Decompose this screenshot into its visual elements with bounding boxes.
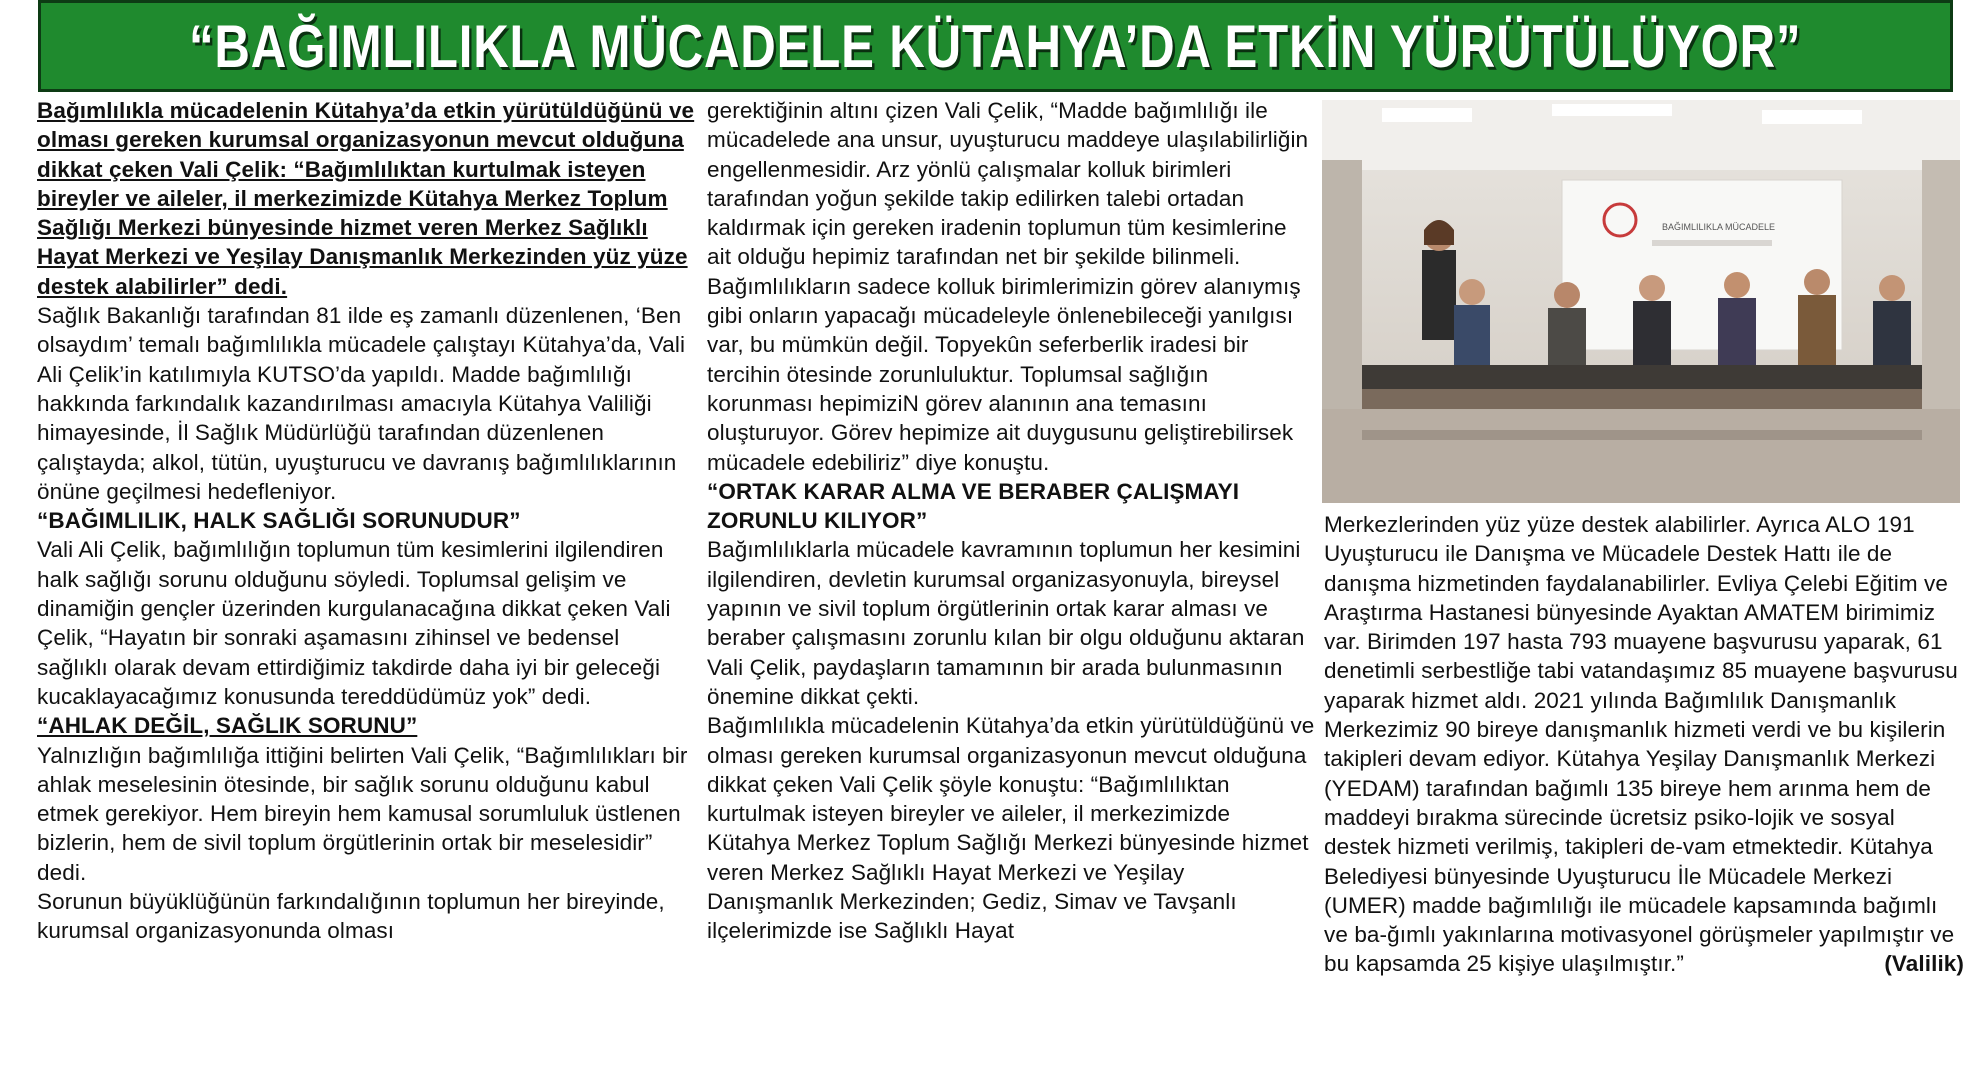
paragraph: gerektiğinin altını çizen Vali Çelik, “Madde bağımlılığı ile mücadelede ana unsur, uyuşturucu maddeye ulaşılabilirliğin engellenmesidir. Arz yönlü çalışmalar kolluk birimleri tarafından yoğun şekilde takip edilirken talebi ortadan kaldırmak için gereken iradenin toplumun tüm kesimlerine ait olduğu hepimiz tarafından net bir şekilde bilinmeli. Bağımlılıkların sadece kolluk birimlerimizin görev alanıymış gibi onların yapacağı mücadeleyle önlenebileceği yanılgısı var, bu mümkün değil. Topyekûn seferberlik iradesi bir tercihin ötesinde zorunluluktur. Toplumsal sağlığın korunması hepimiziN görev alanının ana temasını oluşturuyor. Görev hepimize ait duygusunu geliştirebilirsek mücadele edebiliriz” diye konuştu. [707,98,1309,475]
subheading: “BAĞIMLILIK, HALK SAĞLIĞI SORUNUDUR” [37,508,521,534]
paragraph: Yalnızlığın bağımlılığa ittiğini belirten Vali Çelik, “Bağımlılıkları bir ahlak meselesinin ötesinde, bir sağlık sorunu olduğunu kabul etmek gerekiyor. Hem bireyin hem kamusal sorumluluk üstlenen bizlerin, hem de sivil toplum örgütlerinin ortak bir meselesidir” dedi. [37,742,688,885]
backdrop-text: BAĞIMLILIKLA MÜCADELE [1662,222,1776,232]
article-column-2 [707,96,1315,946]
headline-banner [38,0,1953,92]
subheading: “AHLAK DEĞİL, SAĞLIK SORUNU” [37,713,418,739]
paragraph: Bağımlılıklarla mücadele kavramının toplumun her kesimini ilgilendiren, devletin kurumsal organizasyonuyla, bireysel yapının ve sivil toplum örgütlerinin ortak karar alması ve beraber çalışmasını zorunlu kılan bir olgu olduğunu aktaran Vali Çelik, paydaşların tamamının bir arada bulunmasının önemine dikkat çekti. [707,537,1305,709]
paragraph: Sağlık Bakanlığı tarafından 81 ilde eş zamanlı düzenlenen, ‘Ben olsaydım’ temalı bağımlılıkla mücadele çalıştayı Kütahya’da, Vali Ali Çelik’in katılımıyla KUTSO’da yapıldı. Madde bağımlılığı hakkında farkındalık kazandırılması amacıyla Kütahya Valiliği himayesinde, İl Sağlık Müdürlüğü tarafından düzenlenen çalıştayda; alkol, tütün, uyuşturucu ve davranış bağımlılıklarının önüne geçilmesi hedefleniyor. [37,303,686,504]
article-column-1 [37,96,695,946]
source-signature: (Valilik) [1884,951,1964,977]
paragraph: Vali Ali Çelik, bağımlılığın toplumun tüm kesimlerini ilgilendiren halk sağlığı sorunu olduğunu söyledi. Toplumsal gelişim ve dinamiğin gençler üzerinden kurgulanacağına dikkat çeken Vali Çelik, “Hayatın bir sonraki aşamasını zihinsel ve bedensel sağlıklı olarak devam ettirdiğimiz takdirde daha iyi bir geleceği kucaklayacağımız konusunda tereddüdümüz yok” dedi. [37,537,671,709]
paragraph: Sorunun büyüklüğünün farkındalığının toplumun her bireyinde, kurumsal organizasyonunda olması [37,889,665,944]
subheading: “ORTAK KARAR ALMA VE BERABER ÇALIŞMAYI ZORUNLU KILIYOR” [707,478,1240,534]
paragraph: Bağımlılıkla mücadelenin Kütahya’da etkin yürütüldüğünü ve olması gereken kurumsal organizasyonun mevcut olduğuna dikkat çeken Vali Çelik şöyle konuştu: “Bağımlılıktan kurtulmak isteyen bireyler ve aileler, il merkezimizde Kütahya Merkez Toplum Sağlığı Merkezi bünyesinde hizmet veren Merkez Sağlıklı Hayat Merkezi ve Yeşilay Danışmanlık Merkezinden; Gediz, Simav ve Tavşanlı ilçelerimizde ise Sağlıklı Hayat [707,713,1315,944]
paragraph [1324,510,1964,979]
news-photo [1322,100,1960,503]
paragraph-text: Merkezlerinden yüz yüze destek alabilirler. Ayrıca ALO 191 Uyuşturucu ile Danışma ve Mücadele Destek Hattı ile de danışma hizmetinden faydalanabilirler. Evliya Çelebi Eğitim ve Araştırma Hastanesi bünyesinde Ayaktan AMATEM birimimiz var. Birimden 197 hasta 793 muayene başvurusu yaparak, 61 denetimli serbestliğe tabi vatandaşımız 85 muayene başvurusu yaparak hizmet aldı. 2021 yılında Bağımlılık Danışmanlık Merkezimiz 90 bireye danışmanlık hizmeti verdi ve bu kişilerin takipleri devam ediyor. Kütahya Yeşilay Danışmanlık Merkezi (YEDAM) tarafından bağımlı 135 bireye hem arınma hem de maddeyi bırakma sürecinde ücretsiz psiko-lojik ve sosyal destek hizmeti verilmiş, takipleri de-vam etmektedir. Kütahya Belediyesi bünyesinde Uyuşturucu İle Mücadele Merkezi (UMER) madde bağımlılığı ile mücadele kapsamında bağımlı ve ba-ğımlı yakınlarına motivasyonel görüşmeler yapılmıştır ve bu kapsamda 25 kişiye ulaşılmıştır.” [1324,512,1958,977]
meeting-photo-illustration [1322,100,1960,503]
headline: “BAĞIMLILIKLA MÜCADELE KÜTAHYA’DA ETKİN YÜRÜTÜLÜYOR” [189,12,1802,80]
article-column-3 [1324,510,1964,979]
lead-paragraph: Bağımlılıkla mücadelenin Kütahya’da etkin yürütüldüğünü ve olması gereken kurumsal organizasyonun mevcut olduğuna dikkat çeken Vali Çelik: “Bağımlılıktan kurtulmak isteyen bireyler ve aileler, il merkezimizde Kütahya Merkez Toplum Sağlığı Merkezi bünyesinde hizmet veren Merkez Sağlıklı Hayat Merkezi ve Yeşilay Danışmanlık Merkezinden yüz yüze destek alabilirler” dedi. [37,98,695,299]
